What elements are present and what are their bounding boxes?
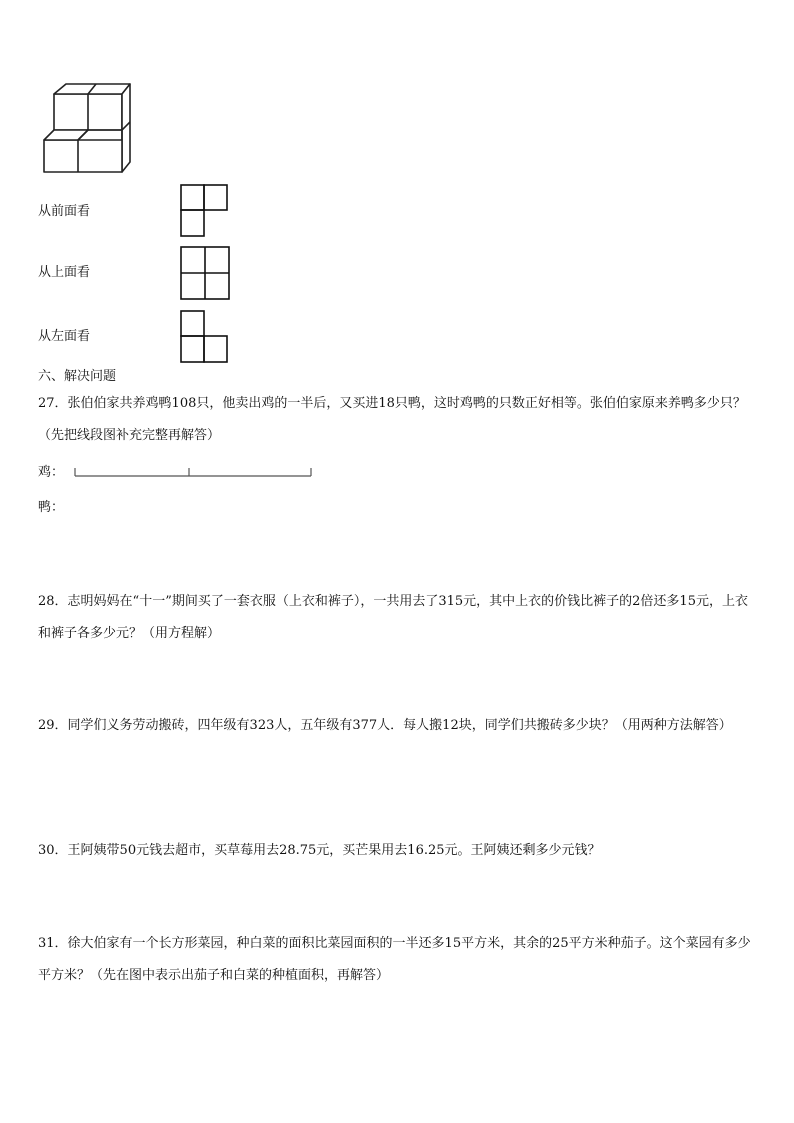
chicken-label: 鸡： xyxy=(38,465,65,480)
top-view-label: 从上面看 xyxy=(38,265,91,280)
front-view-label: 从前面看 xyxy=(38,204,91,219)
cube-figure xyxy=(40,82,130,177)
left-view-label: 从左面看 xyxy=(38,329,91,344)
question-30: 30．王阿姨带50元钱去超市，买草莓用去28.75元，买芒果用去16.25元。王阿姨还剩多少元钱？ xyxy=(38,843,601,858)
question-29: 29．同学们义务劳动搬砖，四年级有323人，五年级有377人．每人搬12块，同学们共搬砖多少块？（用两种方法解答） xyxy=(38,718,732,733)
question-31: 31．徐大伯家有一个长方形菜园，种白菜的面积比菜园面积的一半还多15平方米，其余的25平方米种茄子。这个菜园有多少平方米？（先在图中表示出茄子和白菜的种植面积，再解答） xyxy=(38,936,751,983)
duck-label: 鸭： xyxy=(38,500,65,515)
question-27: 27．张伯伯家共养鸡鸭108只，他卖出鸡的一半后，又买进18只鸭，这时鸡鸭的只数正好相等。张伯伯家原来养鸭多少只？（先把线段图补充完整再解答） xyxy=(38,396,746,443)
front-view-figure xyxy=(180,184,230,238)
section-title: 六、解决问题 xyxy=(38,369,117,384)
left-view-figure xyxy=(180,310,232,364)
chicken-segment-line xyxy=(74,466,314,480)
top-view-figure xyxy=(180,246,232,302)
question-28: 28．志明妈妈在“十一”期间买了一套衣服（上衣和裤子），一共用去了315元，其中上衣的价钱比裤子的2倍还多15元，上衣和裤子各多少元？（用方程解） xyxy=(38,594,748,641)
